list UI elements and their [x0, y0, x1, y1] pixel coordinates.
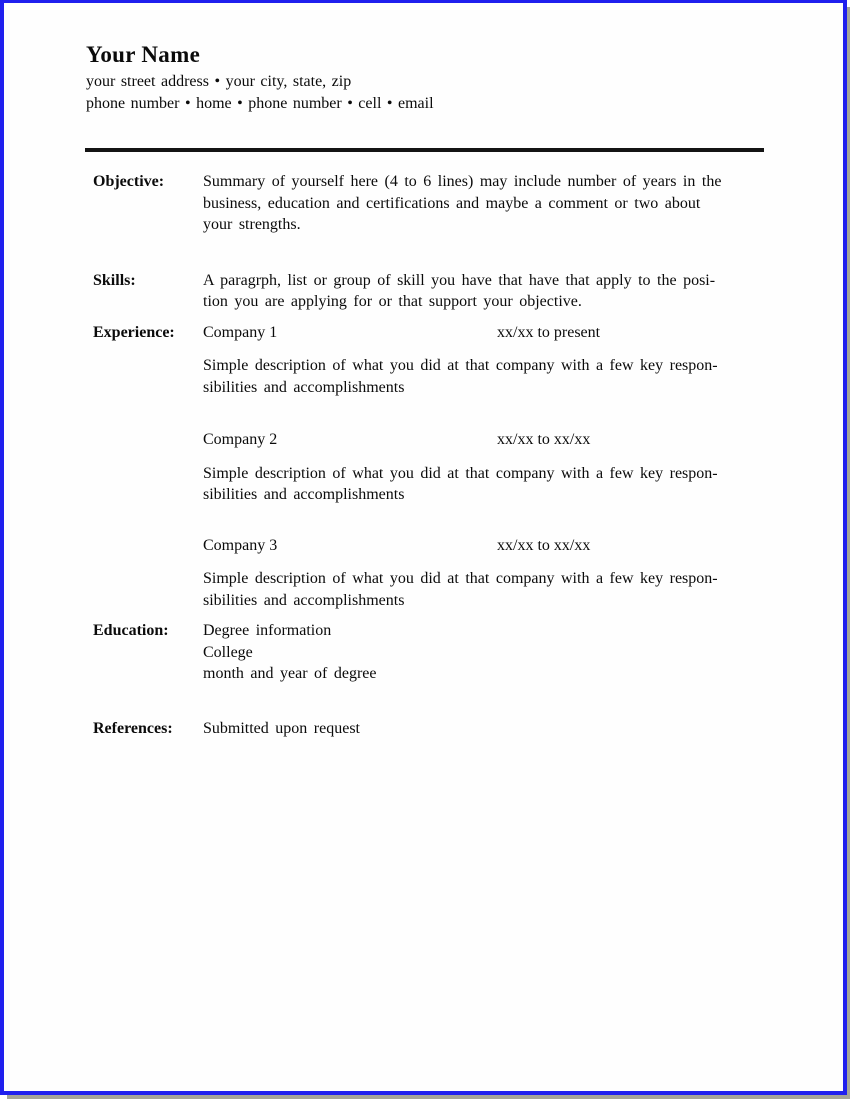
experience-entry-1 — [203, 322, 795, 399]
objective-text-line: Summary of yourself here (4 to 6 lines) may include number of years in the — [203, 173, 722, 190]
experience-entry-3 — [203, 535, 795, 612]
address-line: your street address • your city, state, zip — [86, 73, 352, 90]
company-name: Company 1 — [203, 323, 278, 341]
header-divider-rule — [85, 148, 764, 152]
company-description — [203, 355, 795, 398]
company-row — [203, 429, 795, 451]
company-description-line: Simple description of what you did at that company with a few key respon- — [203, 464, 718, 482]
skills-text-line: A paragrph, list or group of skill you have that have that apply to the posi- — [203, 271, 716, 289]
references-label: References: — [93, 719, 173, 737]
objective-text-line: business, education and certifications and maybe a comment or two about — [203, 194, 701, 212]
company-description-line: Simple description of what you did at that company with a few key respon- — [203, 357, 718, 374]
company-dates: xx/xx to present — [497, 323, 601, 341]
company-row — [203, 322, 795, 344]
objective-text-line: your strengths. — [203, 216, 301, 233]
education-college-line: College — [203, 643, 253, 661]
skills-text — [203, 270, 795, 313]
company-description — [203, 463, 795, 506]
section-experience — [93, 322, 843, 612]
phone-email-line: phone number • home • phone number • cell • email — [86, 94, 434, 112]
page-shadow-bottom — [7, 1095, 850, 1099]
company-description-line: sibilities and accomplishments — [203, 486, 405, 503]
education-label: Education: — [93, 622, 169, 639]
resume-body — [93, 171, 843, 739]
company-description-line: sibilities and accomplishments — [203, 378, 405, 396]
experience-entries — [203, 322, 795, 612]
education-date-line: month and year of degree — [203, 665, 377, 682]
contact-block — [86, 71, 843, 114]
skills-text-line: tion you are applying for or that support your objective. — [203, 293, 582, 310]
references-text: Submitted upon request — [203, 719, 360, 737]
company-description — [203, 568, 795, 611]
section-skills — [93, 270, 843, 313]
company-dates: xx/xx to xx/xx — [497, 431, 591, 448]
company-description-line: Simple description of what you did at that company with a few key respon- — [203, 570, 718, 587]
experience-label: Experience: — [93, 323, 175, 341]
section-education — [93, 620, 843, 685]
name-heading: Your Name — [86, 42, 201, 67]
company-description-line: sibilities and accomplishments — [203, 591, 405, 609]
experience-entry-2 — [203, 429, 795, 506]
objective-label: Objective: — [93, 173, 165, 190]
company-row — [203, 535, 795, 557]
company-name: Company 3 — [203, 536, 278, 554]
education-text — [203, 620, 795, 685]
company-name: Company 2 — [203, 431, 278, 448]
section-references — [93, 718, 843, 740]
objective-text — [203, 171, 795, 236]
resume-header — [86, 41, 843, 114]
section-objective — [93, 171, 843, 236]
company-dates: xx/xx to xx/xx — [497, 536, 591, 554]
skills-label: Skills: — [93, 271, 136, 289]
education-degree-line: Degree information — [203, 622, 332, 639]
